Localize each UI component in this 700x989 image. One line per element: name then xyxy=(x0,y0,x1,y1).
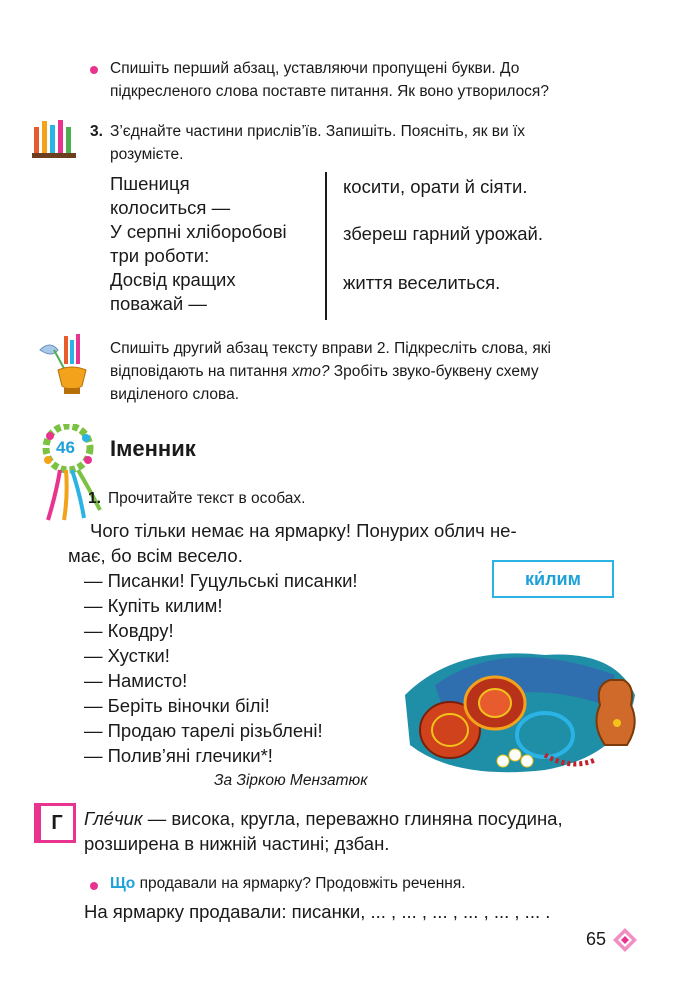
text-author: За Зіркою Мензатюк xyxy=(214,772,368,789)
bullet-icon xyxy=(90,882,98,890)
dialogue-line: — Полив’яні глечики*! xyxy=(84,745,273,766)
task1-number: 1. xyxy=(88,490,101,507)
task3-number: 3. xyxy=(90,123,103,140)
task-intro-line2: підкресленого слова поставте питання. Як воно утворилося? xyxy=(110,83,549,100)
glossary-def-line2: розширена в нижній частині; дзбан. xyxy=(84,833,390,854)
proverb-left-line: У серпні хліборобові xyxy=(110,221,287,242)
dialogue-line: — Ковдру! xyxy=(84,620,174,641)
task1-para1: Чого тільки немає на ярмарку! Понурих облич не- xyxy=(90,520,517,541)
task-intro-line1: Спишіть перший абзац, уставляючи пропущені букви. До xyxy=(110,60,520,77)
dialogue-line: — Писанки! Гуцульські писанки! xyxy=(84,570,358,591)
proverb-left-column xyxy=(110,172,287,316)
market-goods-illustration xyxy=(395,635,645,785)
vase-task-line3: виділеного слова. xyxy=(110,386,240,403)
vase-task-line2-start: відповідають на питання xyxy=(110,363,292,380)
task3-line1: З’єднайте частини прислів’їв. Запишіть. Поясніть, як ви їх xyxy=(110,123,526,140)
final-sentence: На ярмарку продавали: писанки, ... , ... , ... , ... , ... , ... . xyxy=(84,901,551,922)
proverb-right-1: косити, орати й сіяти. xyxy=(343,176,528,197)
proverb-left-line: три роботи: xyxy=(110,245,210,266)
glossary-icon: Г xyxy=(34,803,76,843)
proverb-right-3: життя веселиться. xyxy=(343,272,501,293)
lesson-number: 46 xyxy=(56,438,75,457)
vocabulary-word-box: ки́лим xyxy=(492,560,614,598)
glossary-def-start: — висока, кругла, переважно глиняна посудина, xyxy=(142,808,563,829)
proverb-divider xyxy=(325,172,327,320)
proverb-right-2: збереш гарний урожай. xyxy=(343,223,544,244)
vase-task-question: хто? xyxy=(291,363,330,380)
dialogue-line: — Хустки! xyxy=(84,645,170,666)
lesson-title: Іменник xyxy=(110,436,196,461)
task1-instruction: Прочитайте текст в особах. xyxy=(108,490,306,507)
vase-task-line2 xyxy=(110,361,539,383)
final-question-word: Що xyxy=(110,875,136,892)
bouquet-icon xyxy=(30,117,80,159)
dialogue-line: — Намисто! xyxy=(84,670,188,691)
dialogue-line: — Продаю тарелі різьблені! xyxy=(84,720,323,741)
glossary-term: Гле́чик xyxy=(84,808,143,829)
page-number: 65 xyxy=(586,929,607,949)
proverb-left-line: поважай — xyxy=(110,293,207,314)
proverb-left-line: колоситься — xyxy=(110,197,231,218)
final-question xyxy=(110,873,466,895)
glossary-def-line1 xyxy=(84,806,563,831)
proverb-left-line: Пшениця xyxy=(110,173,190,194)
vase-task-line2-end: Зробіть звуко-буквену схему xyxy=(329,363,539,380)
proverb-left-line: Досвід кращих xyxy=(110,269,236,290)
dialogue-line: — Беріть віночки білі! xyxy=(84,695,270,716)
flower-vase-icon xyxy=(36,332,102,398)
task1-para2: має, бо всім весело. xyxy=(68,545,243,566)
task3-line2: розумієте. xyxy=(110,146,184,163)
dialogue-line: — Купіть килим! xyxy=(84,595,223,616)
final-question-rest: продавали на ярмарку? Продовжіть речення. xyxy=(135,875,466,892)
vase-task-line1: Спишіть другий абзац тексту вправи 2. Підкресліть слова, які xyxy=(110,340,551,357)
bullet-icon xyxy=(90,66,98,74)
task1-dialogue xyxy=(84,568,358,768)
ornament-icon xyxy=(612,927,638,953)
